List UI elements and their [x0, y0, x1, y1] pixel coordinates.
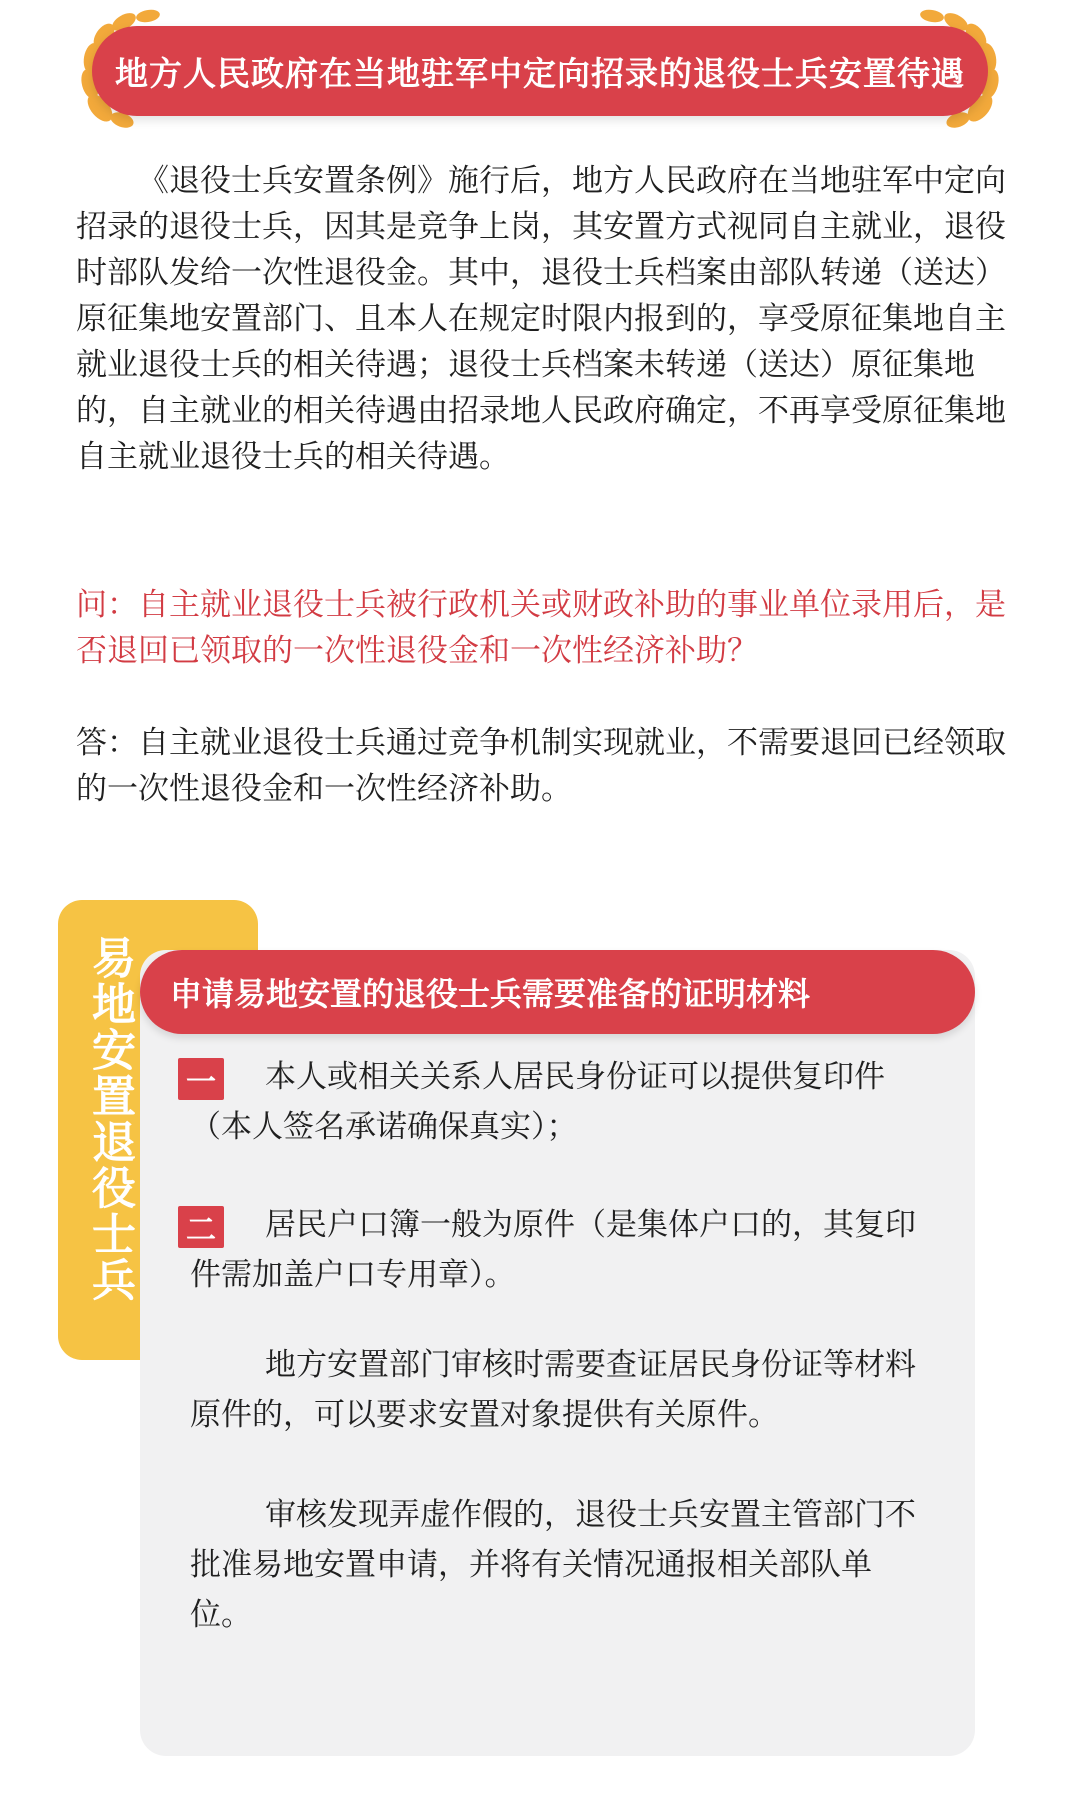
- title-banner: [92, 26, 988, 116]
- side-tab-label: 易地安置退役士兵: [84, 935, 135, 1303]
- list-item-2-text: 居民户口簿一般为原件（是集体户口的，其复印件需加盖户口专用章）。: [190, 1207, 916, 1293]
- intro-paragraph: 《退役士兵安置条例》施行后，地方人民政府在当地驻军中定向招录的退役士兵，因其是竞争上岗，其安置方式视同自主就业，退役时部队发给一次性退役金。其中，退役士兵档案由部队转递（送达）原征集地安置部门、且本人在规定时限内报到的，享受原征集地自主就业退役士兵的相关待遇；退役士兵档案未转递（送达）原征集地的，自主就业的相关待遇由招录地人民政府确定，不再享受原征集地自主就业退役士兵的相关待遇。: [76, 163, 1006, 475]
- page-title: 地方人民政府在当地驻军中定向招录的退役士兵安置待遇: [115, 53, 965, 93]
- card-title: 申请易地安置的退役士兵需要准备的证明材料: [170, 975, 811, 1013]
- answer-text: 答：自主就业退役士兵通过竞争机制实现就业，不需要退回已经领取的一次性退役金和一次性经济补助。: [76, 725, 1006, 807]
- number-badge-1: 一: [178, 1058, 224, 1100]
- note-paragraph-2: 审核发现弄虚作假的，退役士兵安置主管部门不批准易地安置申请，并将有关情况通报相关部队单位。: [190, 1497, 916, 1633]
- number-badge-2: 二: [178, 1206, 224, 1248]
- card-header: [140, 950, 975, 1034]
- header-banner: [70, 8, 1010, 138]
- list-item-1-text: 本人或相关关系人居民身份证可以提供复印件（本人签名承诺确保真实）；: [190, 1059, 885, 1145]
- question-text: 问：自主就业退役士兵被行政机关或财政补助的事业单位录用后，是否退回已领取的一次性退役金和一次性经济补助？: [76, 587, 1006, 669]
- note-paragraph-1: 地方安置部门审核时需要查证居民身份证等材料原件的，可以要求安置对象提供有关原件。: [190, 1347, 916, 1433]
